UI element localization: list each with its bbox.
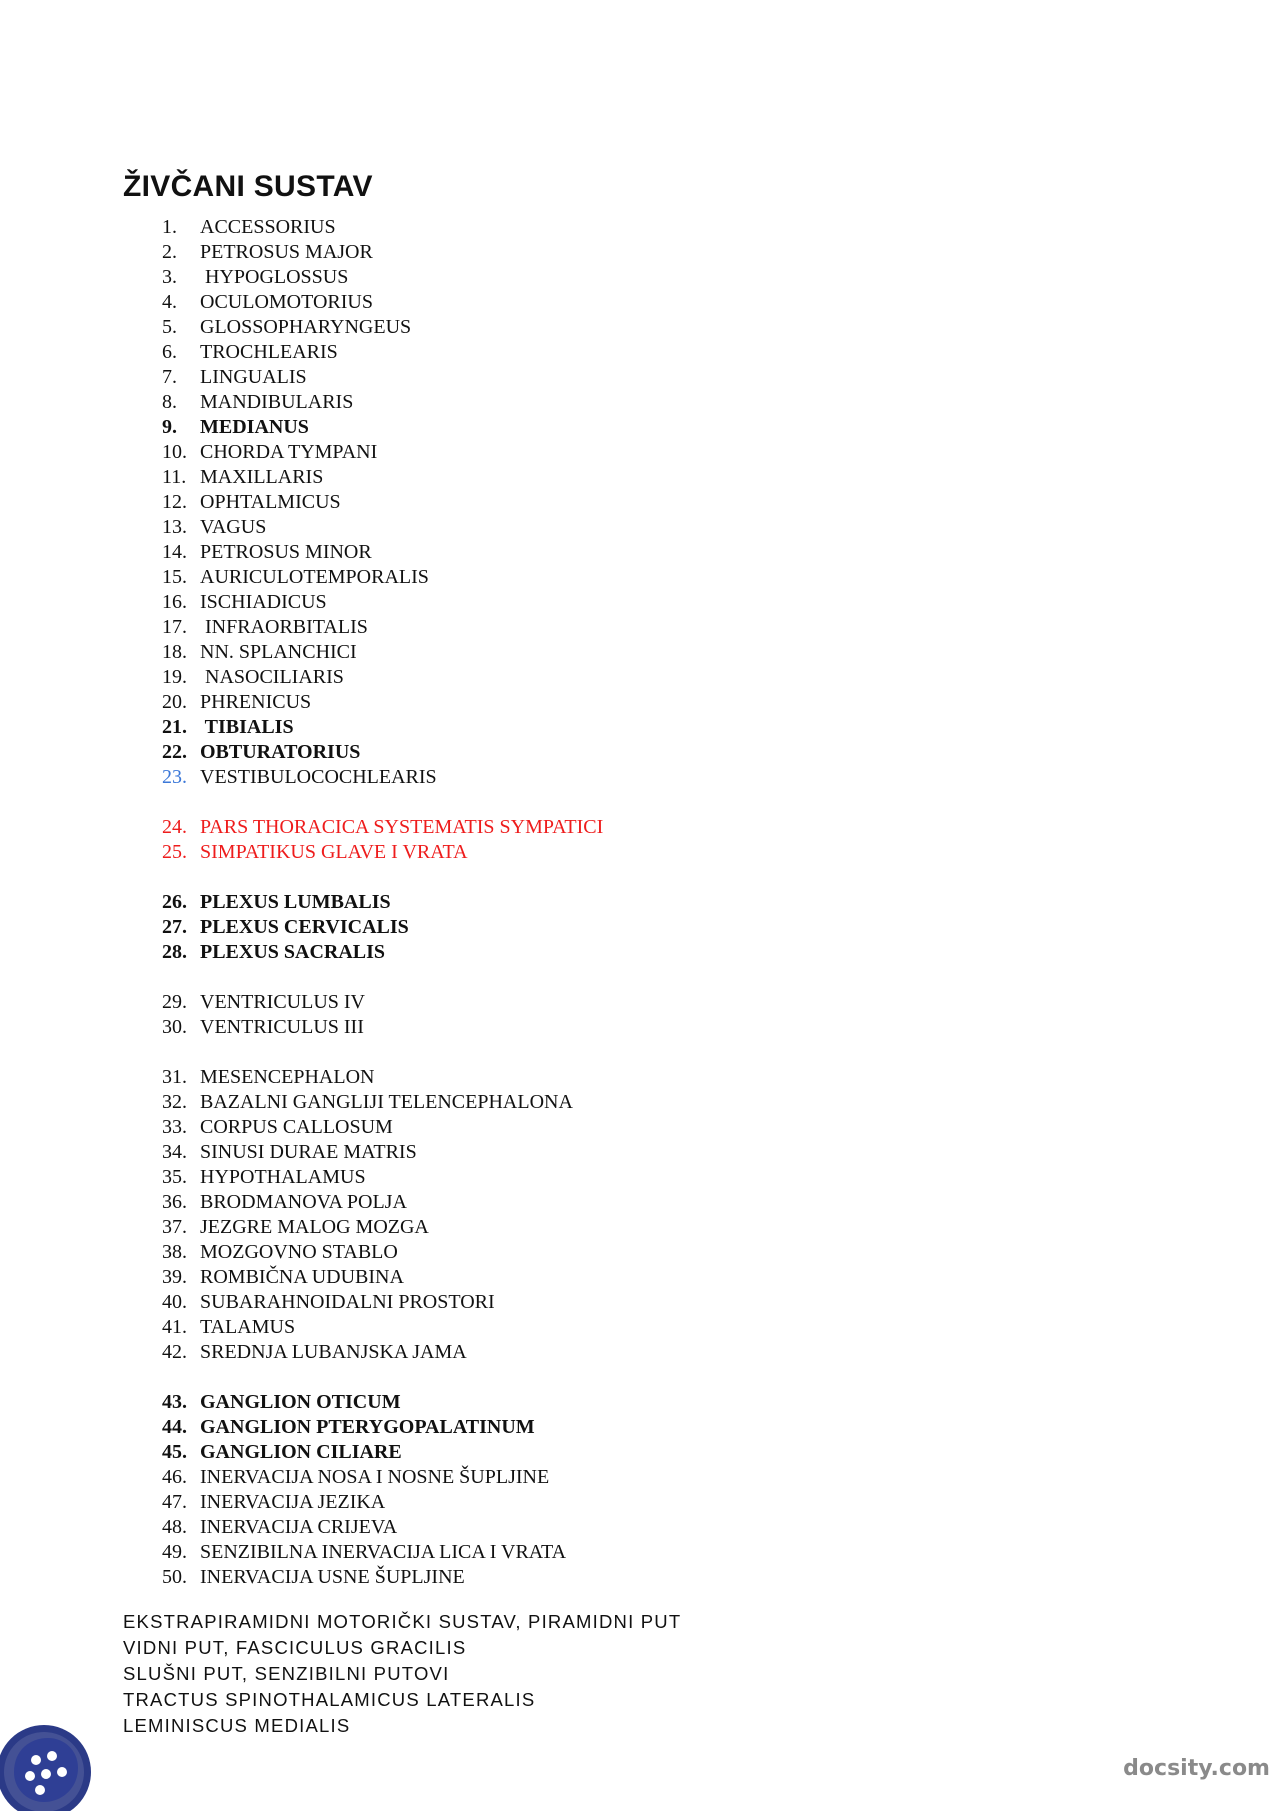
item-number: 32.: [162, 1091, 187, 1113]
list-item: [162, 1090, 603, 1115]
item-label: PLEXUS CERVICALIS: [200, 916, 409, 938]
item-number: 10.: [162, 441, 187, 463]
list-item: [162, 715, 603, 740]
item-number: 22.: [162, 741, 187, 763]
item-number: 4.: [162, 291, 177, 313]
page-title: ŽIVČANI SUSTAV: [123, 170, 373, 203]
item-label: INERVACIJA JEZIKA: [200, 1491, 386, 1513]
item-number: 19.: [162, 666, 187, 688]
list-item: [162, 815, 603, 840]
list-item: [162, 415, 603, 440]
list-spacer: [162, 790, 603, 815]
item-label: ROMBIČNA UDUBINA: [200, 1266, 404, 1288]
list-item: [162, 915, 603, 940]
list-item: [162, 265, 603, 290]
item-label: HYPOTHALAMUS: [200, 1166, 366, 1188]
item-number: 37.: [162, 1216, 187, 1238]
item-number: 3.: [162, 266, 177, 288]
list-spacer: [162, 865, 603, 890]
list-item: [162, 690, 603, 715]
list-item: [162, 940, 603, 965]
list-item: [162, 1265, 603, 1290]
list-item: [162, 290, 603, 315]
item-label: PETROSUS MINOR: [200, 541, 372, 563]
item-number: 20.: [162, 691, 187, 713]
list-item: [162, 390, 603, 415]
item-number: 33.: [162, 1116, 187, 1138]
list-item: [162, 765, 603, 790]
item-label: VENTRICULUS III: [200, 1016, 364, 1038]
item-number: 49.: [162, 1541, 187, 1563]
item-label: GANGLION PTERYGOPALATINUM: [200, 1416, 535, 1438]
footer-line: SLUŠNI PUT, SENZIBILNI PUTOVI: [123, 1663, 450, 1684]
item-label: BRODMANOVA POLJA: [200, 1191, 407, 1213]
item-label: OBTURATORIUS: [200, 741, 361, 763]
item-label: INERVACIJA USNE ŠUPLJINE: [200, 1566, 465, 1588]
item-label: MAXILLARIS: [200, 466, 324, 488]
item-label: MESENCEPHALON: [200, 1066, 375, 1088]
item-label: HYPOGLOSSUS: [200, 266, 349, 288]
list-item: [162, 615, 603, 640]
list-item: [162, 890, 603, 915]
list-item: [162, 315, 603, 340]
item-number: 14.: [162, 541, 187, 563]
list-item: [162, 1190, 603, 1215]
item-label: VESTIBULOCOCHLEARIS: [200, 766, 437, 788]
item-number: 35.: [162, 1166, 187, 1188]
item-label: TROCHLEARIS: [200, 341, 338, 363]
list-item: [162, 1490, 603, 1515]
item-label: GANGLION OTICUM: [200, 1391, 401, 1413]
list-item: [162, 1015, 603, 1040]
footer-topics: [123, 1609, 681, 1739]
item-label: TALAMUS: [200, 1316, 296, 1338]
item-number: 46.: [162, 1466, 187, 1488]
item-label: PARS THORACICA SYSTEMATIS SYMPATICI: [200, 816, 604, 838]
item-label: PLEXUS SACRALIS: [200, 941, 386, 963]
list-item: [162, 1215, 603, 1240]
item-label: INERVACIJA NOSA I NOSNE ŠUPLJINE: [200, 1466, 550, 1488]
item-label: LINGUALIS: [200, 366, 307, 388]
item-number: 38.: [162, 1241, 187, 1263]
item-number: 24.: [162, 816, 187, 838]
list-item: [162, 1515, 603, 1540]
list-item: [162, 1390, 603, 1415]
item-label: CHORDA TYMPANI: [200, 441, 378, 463]
item-number: 41.: [162, 1316, 187, 1338]
item-label: PETROSUS MAJOR: [200, 241, 373, 263]
item-label: VENTRICULUS IV: [200, 991, 365, 1013]
list-item: [162, 465, 603, 490]
item-label: PLEXUS LUMBALIS: [200, 891, 391, 913]
list-item: [162, 1565, 603, 1590]
item-number: 17.: [162, 616, 187, 638]
list-item: [162, 1540, 603, 1565]
item-number: 34.: [162, 1141, 187, 1163]
item-label: OCULOMOTORIUS: [200, 291, 373, 313]
item-number: 2.: [162, 241, 177, 263]
list-spacer: [162, 1365, 603, 1390]
list-item: [162, 1140, 603, 1165]
item-label: ACCESSORIUS: [200, 216, 336, 238]
list-item: [162, 1440, 603, 1465]
footer-line: EKSTRAPIRAMIDNI MOTORIČKI SUSTAV, PIRAMIDNI PUT: [123, 1611, 682, 1632]
item-number: 15.: [162, 566, 187, 588]
item-number: 11.: [162, 466, 187, 488]
list-item: [162, 740, 603, 765]
item-number: 1.: [162, 216, 177, 238]
list-spacer: [162, 965, 603, 990]
item-number: 8.: [162, 391, 177, 413]
list-item: [162, 1315, 603, 1340]
list-item: [162, 490, 603, 515]
item-label: CORPUS CALLOSUM: [200, 1116, 393, 1138]
item-label: AURICULOTEMPORALIS: [200, 566, 429, 588]
item-label: NASOCILIARIS: [200, 666, 344, 688]
item-label: SINUSI DURAE MATRIS: [200, 1141, 417, 1163]
list-item: [162, 440, 603, 465]
item-number: 6.: [162, 341, 177, 363]
item-number: 44.: [162, 1416, 187, 1438]
item-label: OPHTALMICUS: [200, 491, 341, 513]
item-number: 36.: [162, 1191, 187, 1213]
list-item: [162, 1065, 603, 1090]
item-number: 40.: [162, 1291, 187, 1313]
list-item: [162, 240, 603, 265]
item-number: 23.: [162, 766, 187, 788]
item-number: 21.: [162, 716, 187, 738]
list-item: [162, 665, 603, 690]
item-number: 47.: [162, 1491, 187, 1513]
item-label: INERVACIJA CRIJEVA: [200, 1516, 398, 1538]
item-label: GLOSSOPHARYNGEUS: [200, 316, 412, 338]
list-item: [162, 1415, 603, 1440]
item-label: SIMPATIKUS GLAVE I VRATA: [200, 841, 468, 863]
list-item: [162, 1340, 603, 1365]
item-label: PHRENICUS: [200, 691, 312, 713]
item-number: 30.: [162, 1016, 187, 1038]
item-number: 26.: [162, 891, 187, 913]
list-item: [162, 340, 603, 365]
item-number: 5.: [162, 316, 177, 338]
list-item: [162, 590, 603, 615]
list-item: [162, 990, 603, 1015]
item-number: 50.: [162, 1566, 187, 1588]
item-number: 45.: [162, 1441, 187, 1463]
list-item: [162, 1465, 603, 1490]
item-label: VAGUS: [200, 516, 267, 538]
list-spacer: [162, 1040, 603, 1065]
item-number: 42.: [162, 1341, 187, 1363]
list-item: [162, 540, 603, 565]
item-label: MANDIBULARIS: [200, 391, 354, 413]
item-number: 43.: [162, 1391, 187, 1413]
list-item: [162, 215, 603, 240]
list-item: [162, 840, 603, 865]
footer-line: LEMINISCUS MEDIALIS: [123, 1715, 351, 1736]
footer-line: VIDNI PUT, FASCICULUS GRACILIS: [123, 1637, 467, 1658]
item-number: 16.: [162, 591, 187, 613]
item-number: 27.: [162, 916, 187, 938]
brand-watermark[interactable]: docsity.com: [1123, 1756, 1270, 1781]
list-item: [162, 515, 603, 540]
item-label: BAZALNI GANGLIJI TELENCEPHALONA: [200, 1091, 573, 1113]
item-number: 18.: [162, 641, 187, 663]
item-number: 12.: [162, 491, 187, 513]
item-label: SUBARAHNOIDALNI PROSTORI: [200, 1291, 495, 1313]
item-label: SREDNJA LUBANJSKA JAMA: [200, 1341, 467, 1363]
item-number: 29.: [162, 991, 187, 1013]
item-number: 7.: [162, 366, 177, 388]
footer-line: TRACTUS SPINOTHALAMICUS LATERALIS: [123, 1689, 536, 1710]
item-label: JEZGRE MALOG MOZGA: [200, 1216, 429, 1238]
list-item: [162, 640, 603, 665]
topic-list: [162, 215, 603, 1590]
list-item: [162, 1165, 603, 1190]
list-item: [162, 1240, 603, 1265]
list-item: [162, 565, 603, 590]
item-label: MOZGOVNO STABLO: [200, 1241, 398, 1263]
item-number: 13.: [162, 516, 187, 538]
list-item: [162, 1115, 603, 1140]
docsity-badge-icon[interactable]: [0, 1722, 96, 1811]
item-number: 25.: [162, 841, 187, 863]
item-number: 28.: [162, 941, 187, 963]
item-label: MEDIANUS: [200, 416, 309, 438]
list-item: [162, 365, 603, 390]
item-number: 31.: [162, 1066, 187, 1088]
item-label: TIBIALIS: [200, 716, 294, 738]
item-label: SENZIBILNA INERVACIJA LICA I VRATA: [200, 1541, 567, 1563]
item-label: GANGLION CILIARE: [200, 1441, 402, 1463]
item-label: ISCHIADICUS: [200, 591, 327, 613]
item-number: 39.: [162, 1266, 187, 1288]
item-label: INFRAORBITALIS: [200, 616, 368, 638]
list-item: [162, 1290, 603, 1315]
item-number: 9.: [162, 416, 177, 438]
item-number: 48.: [162, 1516, 187, 1538]
item-label: NN. SPLANCHICI: [200, 641, 357, 663]
